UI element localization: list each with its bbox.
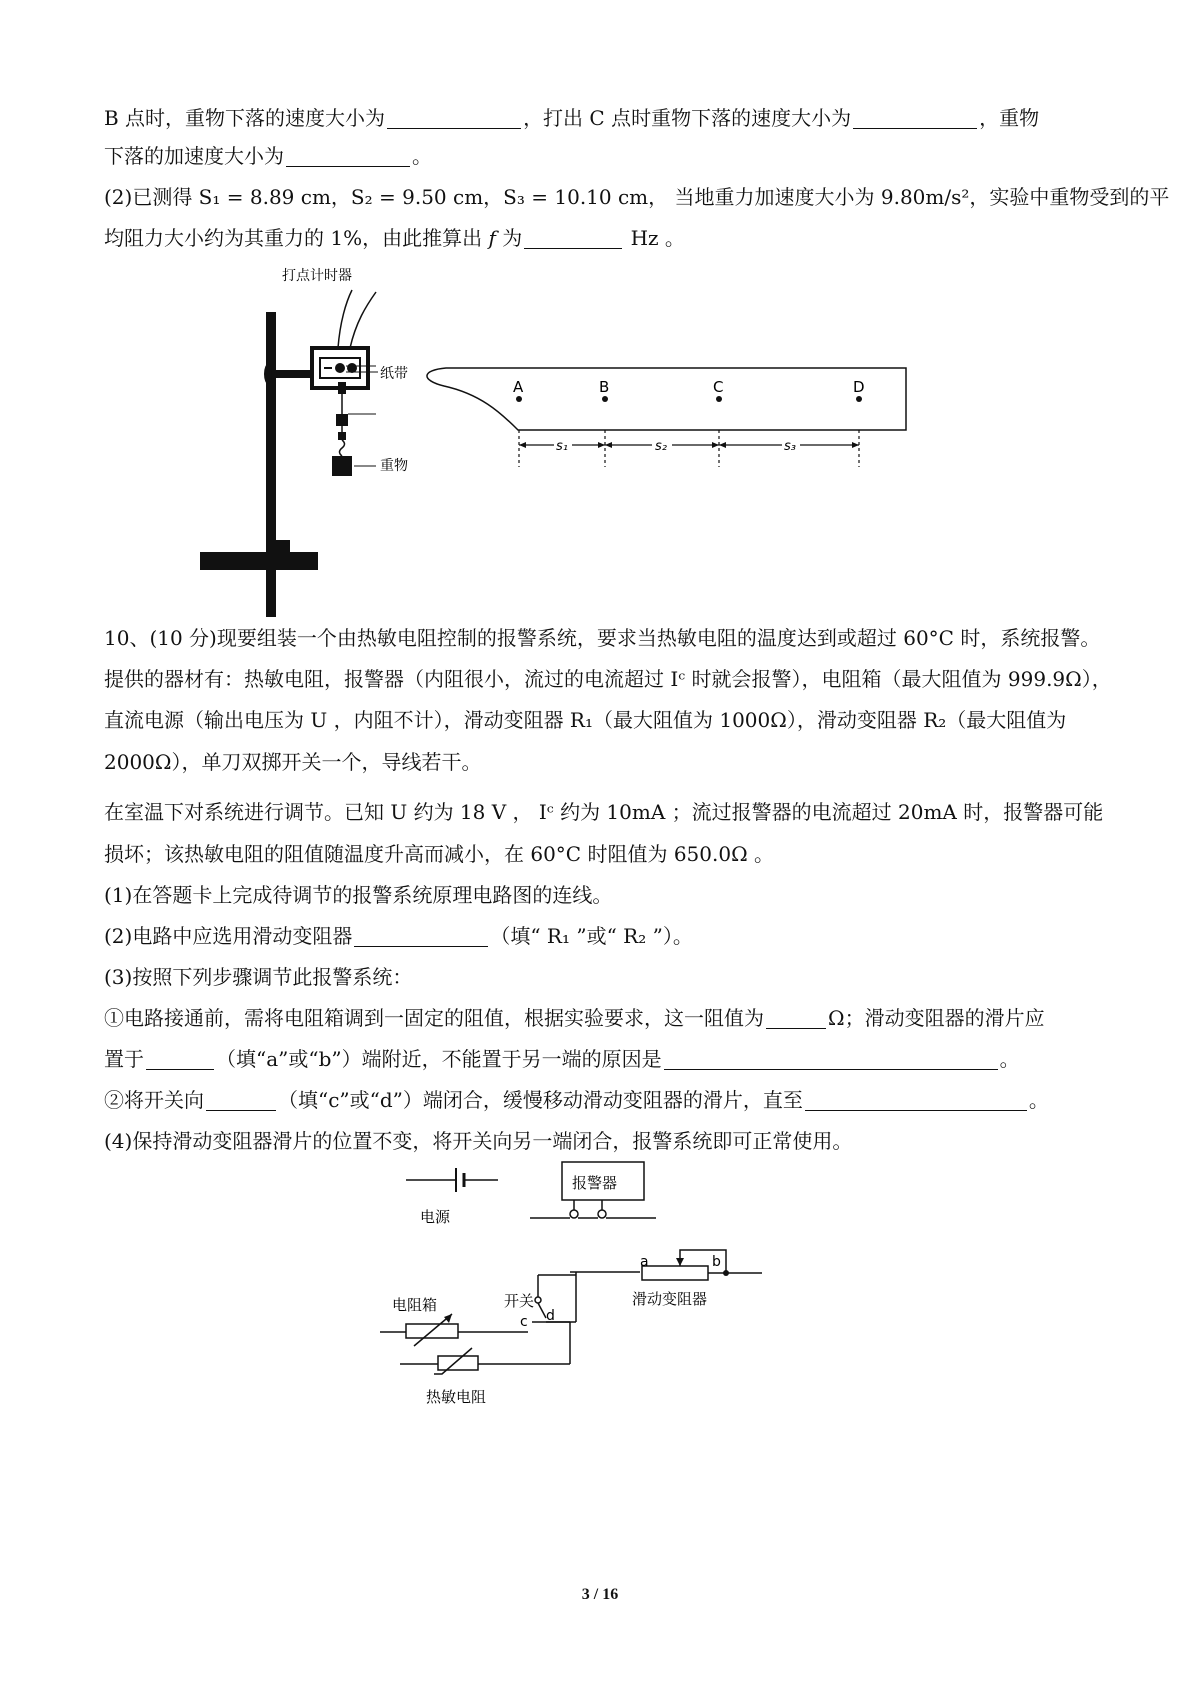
answer-blank-until[interactable] [805, 1090, 1027, 1111]
switch-blade [538, 1303, 546, 1318]
timer-wire [338, 290, 352, 348]
paper-tape [427, 368, 906, 430]
segment-s3: s₃ [784, 439, 796, 454]
terminal-a: a [640, 1254, 649, 1270]
answer-blank-resistance[interactable] [766, 1008, 826, 1029]
q9-part2-line2: 均阻力大小约为其重力的 1%，由此推算出 f 为 Hz 。 [104, 226, 685, 250]
point-label-c: C [713, 378, 724, 396]
stand-base [200, 552, 318, 570]
q9-line2: 下落的加速度大小为 。 [104, 144, 432, 168]
q10-line2: 提供的器材有：热敏电阻，报警器（内阻很小，流过的电流超过 Iᶜ 时就会报警），电阻箱（最大阻值为 999.9Ω）， [104, 667, 1112, 691]
rheostat-label: 滑动变阻器 [632, 1290, 708, 1308]
alarm-terminal-right [598, 1210, 606, 1218]
point-a [516, 396, 522, 402]
clamp-arm [272, 370, 312, 378]
apparatus-figure [200, 262, 1000, 622]
q10-part2: (2)电路中应选用滑动变阻器 （填“ R₁ ”或“ R₂ ”）。 [104, 924, 693, 948]
answer-blank-switch[interactable] [206, 1090, 276, 1111]
answer-blank-vB[interactable] [387, 108, 521, 129]
terminal-d: d [546, 1308, 555, 1324]
switch-label: 开关 [504, 1292, 535, 1310]
alarm-label: 报警器 [572, 1174, 618, 1192]
point-c [716, 396, 722, 402]
q10-step1-line1: ①电路接通前，需将电阻箱调到一固定的阻值，根据实验要求，这一阻值为 Ω；滑动变阻器的滑片应 [104, 1006, 1045, 1030]
page-number: 3 / 16 [581, 1586, 619, 1603]
rheostat-body [642, 1266, 708, 1280]
point-label-a: A [513, 378, 524, 396]
answer-blank-slider-end[interactable] [146, 1049, 214, 1070]
q10-part4: (4)保持滑动变阻器滑片的位置不变，将开关向另一端闭合，报警系统即可正常使用。 [104, 1129, 853, 1153]
answer-blank-accel[interactable] [286, 146, 410, 167]
thermistor-body [438, 1356, 478, 1370]
terminal-c: c [520, 1314, 528, 1330]
alarm-terminal-left [570, 1210, 578, 1218]
q10-line4: 2000Ω），单刀双掷开关一个，导线若干。 [104, 750, 482, 774]
weight-block [332, 456, 352, 476]
q10-step2: ②将开关向 （填“c”或“d”）端闭合，缓慢移动滑动变阻器的滑片，直至 。 [104, 1088, 1049, 1112]
q9-part2-line1: (2)已测得 S₁ = 8.89 cm，S₂ = 9.50 cm，S₃ = 10.10 cm， 当地重力加速度大小为 9.80m/s²，实验中重物受到的平 [104, 185, 1170, 209]
power-label: 电源 [420, 1208, 451, 1226]
terminal-b: b [712, 1254, 721, 1270]
q10-line5: 在室温下对系统进行调节。已知 U 约为 18 V ， Iᶜ 约为 10mA ；流过报警器的电流超过 20mA 时，报警器可能 [104, 800, 1104, 824]
thermistor-label: 热敏电阻 [426, 1388, 487, 1406]
hook-icon [340, 440, 345, 456]
clamp-knob [264, 364, 272, 384]
point-d [856, 396, 862, 402]
dimension-ticks [519, 430, 859, 467]
answer-blank-rheostat[interactable] [354, 926, 488, 947]
q10-part3: (3)按照下列步骤调节此报警系统： [104, 965, 413, 989]
rheostat-b-node [723, 1270, 729, 1276]
q10-line1: 10、(10 分)现要组装一个由热敏电阻控制的报警系统，要求当热敏电阻的温度达到或超过 60°C 时，系统报警。 [104, 626, 1101, 650]
stand-rod [266, 312, 276, 617]
q10-line6: 损坏；该热敏电阻的阻值随温度升高而减小，在 60°C 时阻值为 650.0Ω 。 [104, 842, 775, 866]
point-label-d: D [853, 378, 865, 396]
q10-line3: 直流电源（输出电压为 U ，内阻不计），滑动变阻器 R₁（最大阻值为 1000Ω），滑动变阻器 R₂（最大阻值为 [104, 708, 1067, 732]
q10-part1: (1)在答题卡上完成待调节的报警系统原理电路图的连线。 [104, 883, 613, 907]
resbox-label: 电阻箱 [392, 1296, 438, 1314]
point-b [602, 396, 608, 402]
tape-label: 纸带 [380, 366, 408, 382]
circuit-figure [380, 1160, 840, 1430]
segment-s2: s₂ [655, 439, 667, 454]
answer-blank-vC[interactable] [853, 108, 977, 129]
weight-label: 重物 [380, 458, 408, 474]
q10-step1-line2: 置于 （填“a”或“b”）端附近，不能置于另一端的原因是 。 [104, 1047, 1020, 1071]
switch-pivot [535, 1297, 541, 1303]
answer-blank-f[interactable] [524, 228, 622, 249]
answer-blank-reason[interactable] [664, 1049, 998, 1070]
slider-arrow-icon [676, 1258, 684, 1266]
q9-line1: B 点时，重物下落的速度大小为 ，打出 C 点时重物下落的速度大小为 ，重物 [104, 106, 1040, 130]
segment-s1: s₁ [556, 439, 568, 454]
timer-label: 打点计时器 [282, 268, 352, 284]
point-label-b: B [599, 378, 610, 396]
